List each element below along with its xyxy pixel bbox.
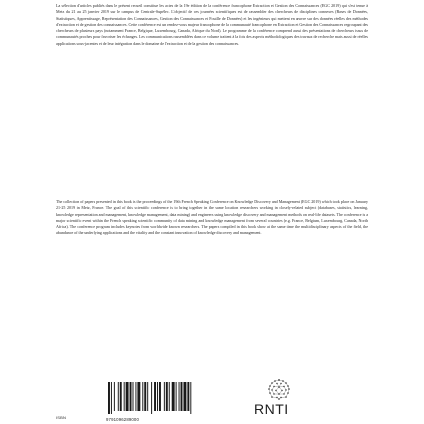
barcode-bar xyxy=(154,382,156,411)
rnti-emblem-icon xyxy=(264,378,294,400)
barcode-bar xyxy=(166,382,168,411)
english-summary-paragraph: The collection of papers presented in this book is the proceedings of the 19th French Speaking Conference on Knowledge Discovery and Management (EGC 2019) which took place on January 21-25 2019 in Metz, France. The goal of this scientific conference is to bring together in the same location researchers working in closely-related subject (databases, statistics, learning, knowledge representation and management, knowledge management, data mining) and engineers using knowledge discovery and management methods on real-life datasets. The conference is a major scientific event within the French speaking scientific community of data mining and knowledge management from several countries (e.g. France, Belgium, Luxembourg, Canada, North Africa). The conference program includes keynotes from worldwide known researchers. The papers compiled in this book show at the same time the multidisciplinary aspects of the field, the abundance of the underlying applications and the vitality and the constant innovation of knowledge discovery and management. xyxy=(56,199,368,236)
rnti-logo-text: RNTI xyxy=(254,401,289,417)
barcode-bar xyxy=(130,382,132,411)
barcode-bar xyxy=(179,382,180,411)
isbn-prefix-label: ISBN xyxy=(56,415,67,420)
barcode-bar xyxy=(126,382,129,411)
barcode-bar xyxy=(133,382,134,411)
barcode-bar xyxy=(190,382,191,414)
barcode-bar xyxy=(120,382,122,411)
isbn-barcode xyxy=(56,382,202,422)
barcode-bar xyxy=(142,382,143,411)
french-summary-paragraph: La sélection d'articles publiés dans le présent recueil constitue les actes de la 19e édition de la conférence francophone Extraction et Gestion des Connaissances (EGC 2019) qui s'est tenue à Metz du 21 au 25 janvier 2019 sur le campus de Centrale-Supélec. L'objectif de ces journées scientifiques est de rassembler des chercheurs de disciplines connexes (Bases de Données, Statistiques, Apprentissage, Représentation des Connaissances, Gestion des Connaissances et Fouille de Données) et les ingénieurs qui mettent en œuvre sur des données réelles des méthodes d'extraction et de gestion des connaissances. Cette conférence est un rendez-vous majeur francophone de la communauté francophone en Extraction et Gestion des Connaissances regroupant des chercheurs de plusieurs pays (notamment France, Belgique, Luxembourg, Canada, Afrique du Nord). Le programme de la conférence comprend aussi des présentations de chercheurs issus de communautés proches pour favoriser les échanges. Les communications rassemblées dans ce volume traitent à la fois des aspects méthodologiques des travaux de recherche mais aussi de réelles applications sous-jacentes et de leur intégration dans le domaine de l'extraction et de la gestion des connaissances. xyxy=(56,3,368,46)
back-cover-footer xyxy=(56,378,368,424)
barcode-bar xyxy=(159,382,161,411)
barcode-bar xyxy=(151,382,152,414)
barcode-bar xyxy=(181,382,183,411)
barcode-bars xyxy=(106,382,202,416)
barcode-bar xyxy=(108,382,110,414)
isbn-number: 9791096289000 xyxy=(106,417,140,422)
barcode-bar xyxy=(114,382,115,411)
barcode-bar xyxy=(172,382,175,411)
barcode-bar xyxy=(124,382,125,411)
barcode-bar xyxy=(147,382,148,411)
rnti-logo xyxy=(248,378,308,424)
barcode-bar xyxy=(137,382,140,411)
barcode-bar xyxy=(169,382,170,411)
barcode-bar xyxy=(111,382,112,414)
barcode-bar xyxy=(157,382,158,411)
barcode-bar xyxy=(164,382,165,411)
barcode-bar xyxy=(187,382,189,411)
barcode-bar xyxy=(144,382,146,411)
barcode-bar xyxy=(118,382,119,411)
barcode-bar xyxy=(183,382,186,411)
barcode-bar xyxy=(135,382,136,411)
barcode-bar xyxy=(176,382,177,411)
